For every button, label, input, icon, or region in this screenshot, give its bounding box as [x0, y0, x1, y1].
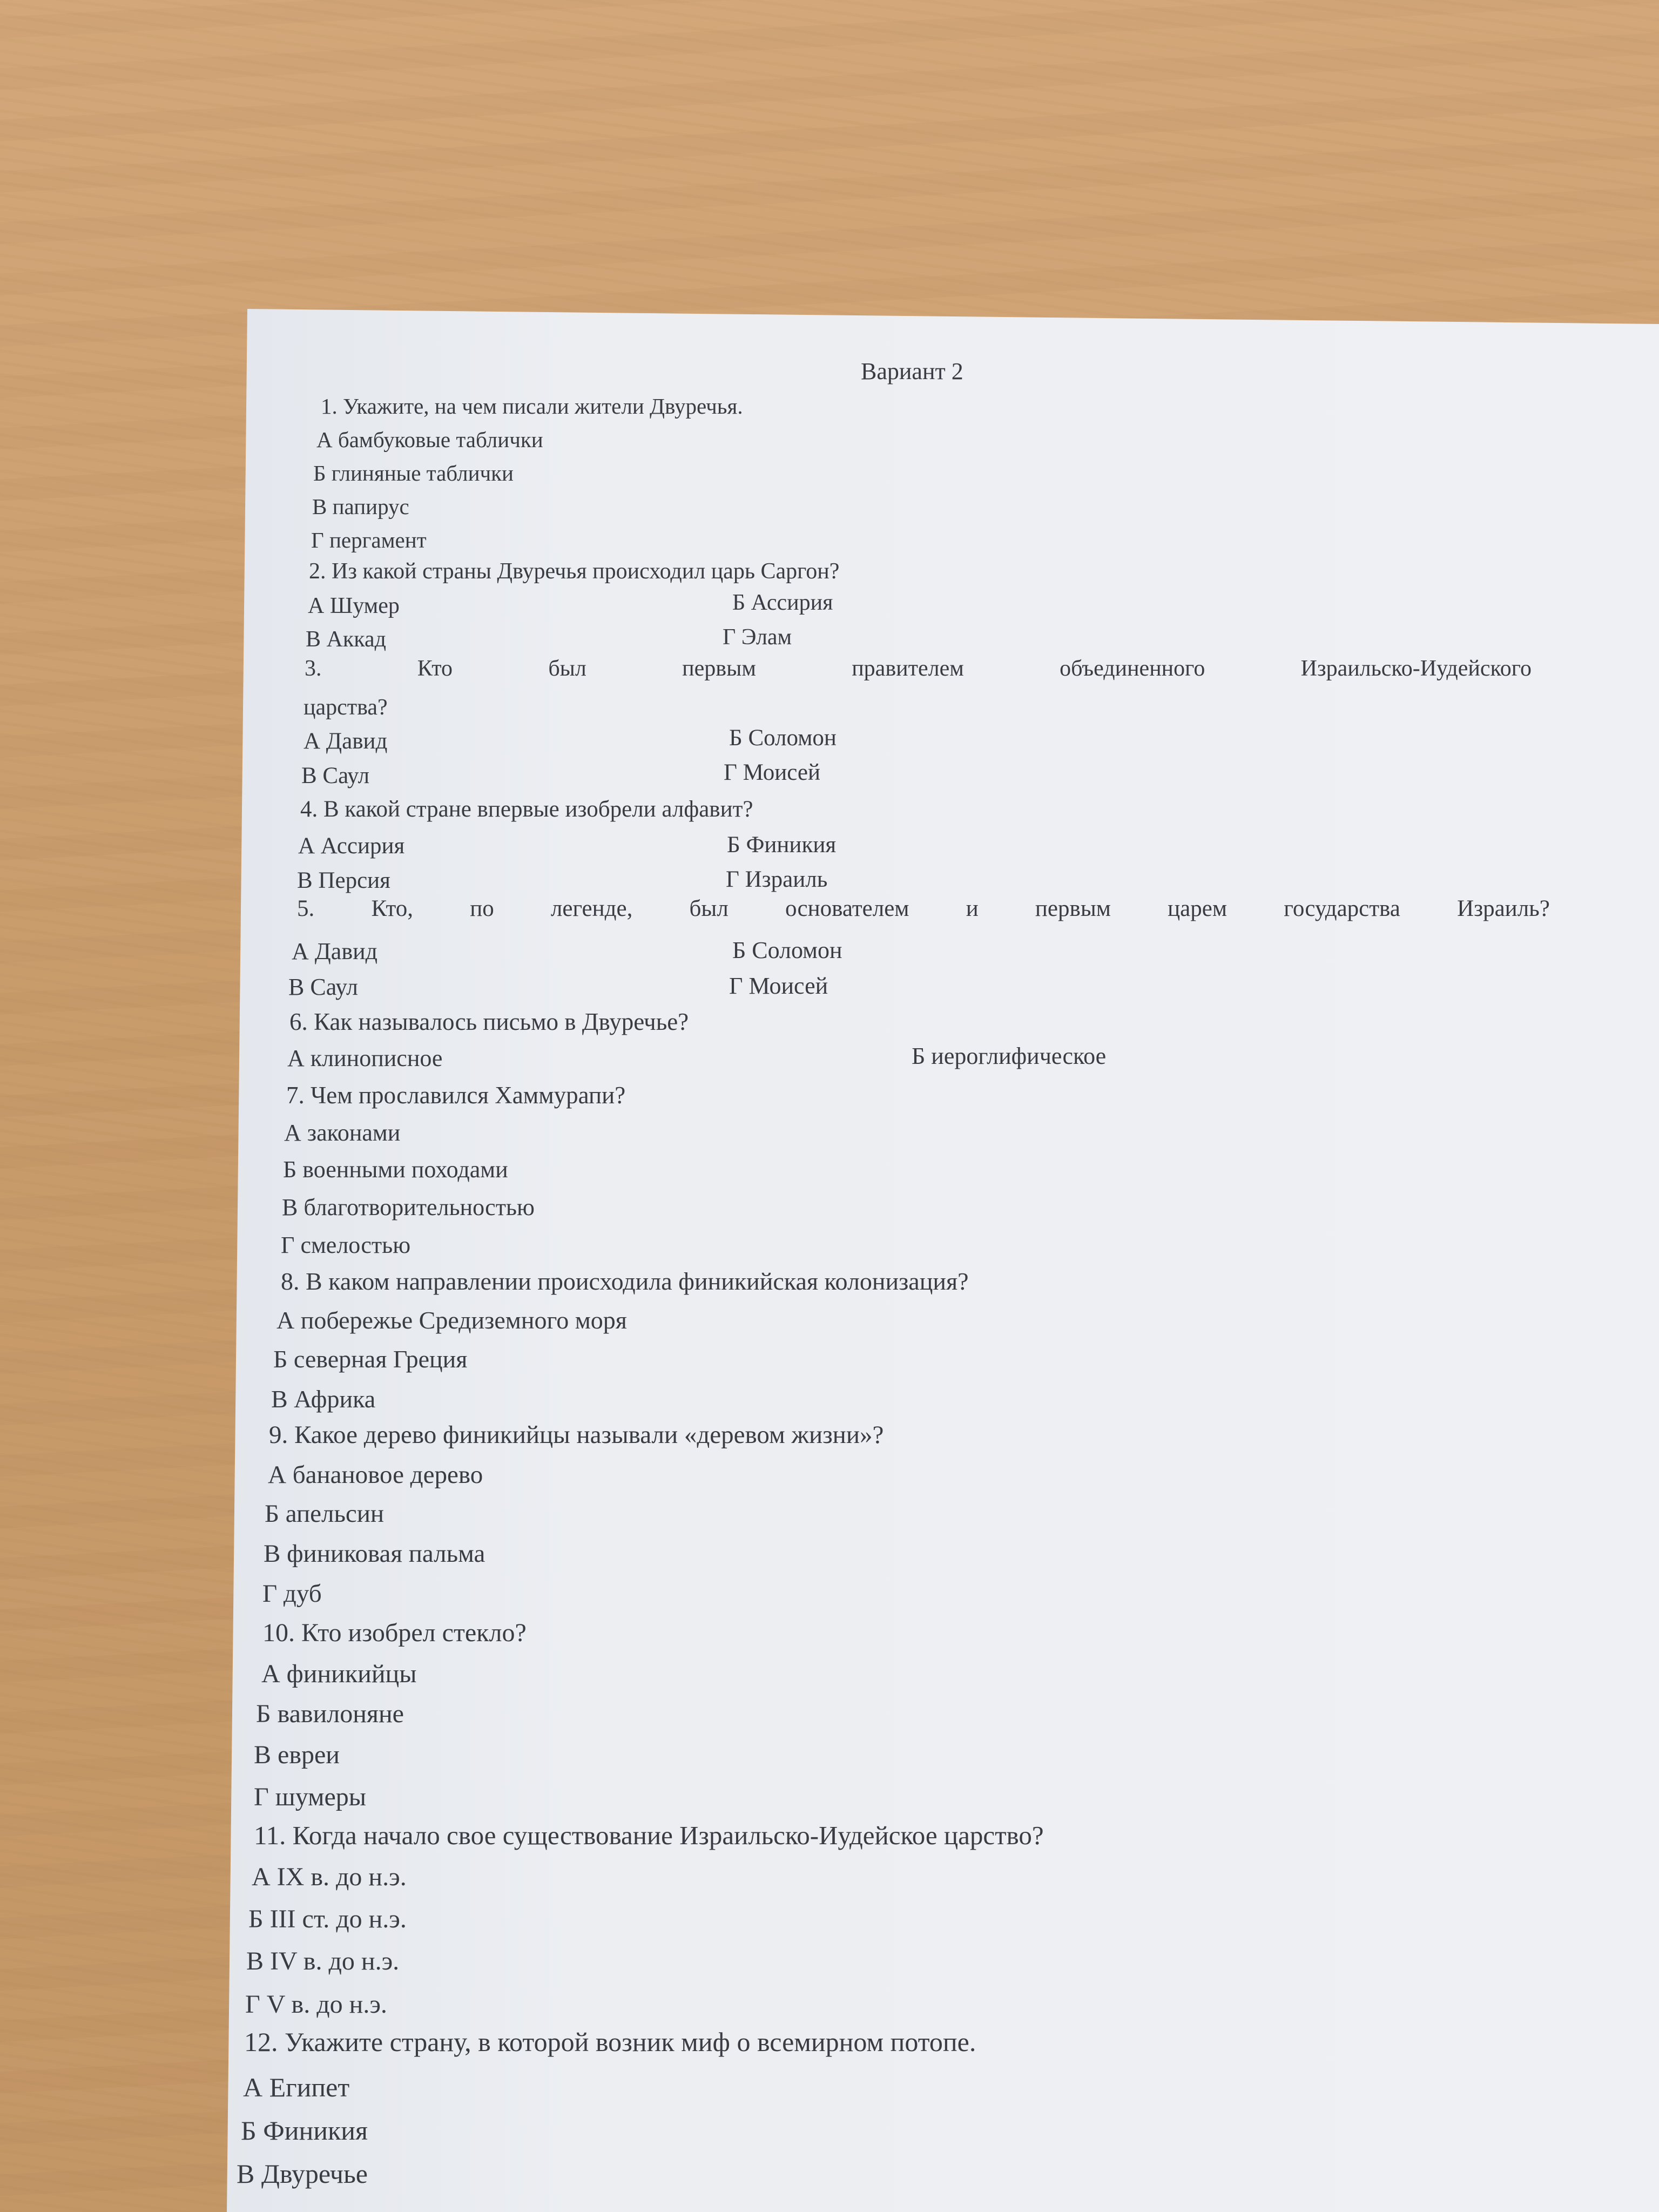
q5-word: первым — [1035, 896, 1111, 921]
q5-word: основателем — [785, 896, 909, 921]
answer-3c: В Саул — [301, 763, 370, 788]
question-4: 4. В какой стране впервые изобрели алфавит? — [300, 797, 753, 822]
answer-7c: В благотворительностью — [282, 1194, 535, 1220]
question-9: 9. Какое дерево финикийцы называли «деревом жизни»? — [269, 1421, 884, 1449]
answer-11a: А IX в. до н.э. — [252, 1863, 407, 1891]
answer-10c: В евреи — [254, 1741, 340, 1769]
answer-4d: Г Израиль — [726, 867, 828, 892]
answer-1c: В папирус — [312, 494, 409, 519]
answer-1b: Б глиняные таблички — [313, 461, 514, 485]
answer-4a: А Ассирия — [298, 833, 405, 859]
q3-word: был — [548, 656, 586, 681]
answer-5c: В Саул — [288, 974, 359, 1000]
answer-12c: В Двуречье — [237, 2159, 368, 2189]
q5-word: Кто, — [371, 896, 413, 921]
answer-8a: А побережье Средиземного моря — [276, 1306, 627, 1334]
answer-4c: В Персия — [297, 868, 390, 893]
answer-9b: Б апельсин — [265, 1500, 385, 1528]
answer-7a: А законами — [284, 1120, 401, 1146]
question-11: 11. Когда начало свое существование Израильско-Иудейское царство? — [254, 1820, 1044, 1850]
question-10: 10. Кто изобрел стекло? — [262, 1618, 527, 1647]
q5-word: царем — [1168, 896, 1228, 921]
page-title: Вариант 2 — [861, 358, 963, 385]
answer-5b: Б Соломон — [732, 937, 842, 963]
q3-word: правителем — [852, 656, 964, 681]
answer-6a: А клинописное — [287, 1045, 443, 1071]
q5-word: государства — [1284, 896, 1400, 921]
answer-11c: В IV в. до н.э. — [246, 1947, 400, 1975]
answer-3d: Г Моисей — [724, 760, 820, 785]
answer-7d: Г смелостью — [281, 1232, 411, 1258]
question-1: 1. Укажите, на чем писали жители Двуречья. — [321, 394, 743, 419]
q5-word: Израиль? — [1457, 896, 1550, 921]
answer-11b: Б III ст. до н.э. — [248, 1905, 407, 1933]
answer-9d: Г дуб — [262, 1580, 322, 1608]
answer-4b: Б Финикия — [727, 832, 837, 858]
answer-8b: Б северная Греция — [273, 1345, 468, 1373]
answer-2a: А Шумер — [308, 594, 400, 618]
answer-3a: А Давид — [304, 729, 388, 754]
answer-2c: В Аккад — [306, 627, 387, 652]
answer-5d: Г Моисей — [729, 973, 828, 999]
q3-word: Кто — [417, 656, 453, 681]
q3-word: Израильско-Иудейского — [1300, 656, 1532, 681]
answer-11d: Г V в. до н.э. — [245, 1990, 387, 2019]
answer-2d: Г Элам — [723, 625, 792, 650]
q5-word: 5. — [297, 896, 315, 921]
answer-1d: Г пергамент — [311, 528, 427, 552]
question-2: 2. Из какой страны Двуречья происходил царь Саргон? — [309, 559, 840, 584]
q5-word: и — [966, 896, 979, 921]
answer-3b: Б Соломон — [729, 725, 837, 751]
question-5 — [297, 895, 1550, 922]
q3-word: первым — [682, 656, 756, 681]
q5-word: легенде, — [550, 896, 633, 921]
question-7: 7. Чем прославился Хаммурапи? — [286, 1082, 626, 1109]
answer-8c: В Африка — [271, 1385, 376, 1413]
q5-word: был — [689, 896, 729, 921]
answer-10d: Г шумеры — [254, 1783, 367, 1811]
answer-5a: А Давид — [292, 938, 378, 965]
answer-9a: А банановое дерево — [268, 1461, 483, 1489]
q3-word: 3. — [305, 656, 322, 681]
question-3-continuation: царства? — [304, 695, 388, 720]
answer-12a: А Египет — [243, 2072, 350, 2102]
answer-2b: Б Ассирия — [732, 590, 833, 615]
q3-word: объединенного — [1060, 656, 1205, 681]
question-12: 12. Укажите страну, в которой возник миф о всемирном потопе. — [244, 2027, 976, 2057]
question-6: 6. Как называлось письмо в Двуречье? — [289, 1008, 689, 1035]
answer-6b: Б иероглифическое — [912, 1043, 1107, 1069]
answer-9c: В финиковая пальма — [264, 1540, 485, 1568]
answer-1a: А бамбуковые таблички — [316, 427, 543, 452]
answer-12b: Б Финикия — [241, 2115, 368, 2146]
answer-10b: Б вавилоняне — [256, 1700, 404, 1728]
q5-word: по — [470, 896, 494, 921]
question-8: 8. В каком направлении происходила финикийская колонизация? — [281, 1267, 969, 1295]
answer-10a: А финикийцы — [261, 1660, 417, 1688]
question-3 — [305, 656, 1532, 682]
answer-7b: Б военными походами — [283, 1156, 508, 1183]
